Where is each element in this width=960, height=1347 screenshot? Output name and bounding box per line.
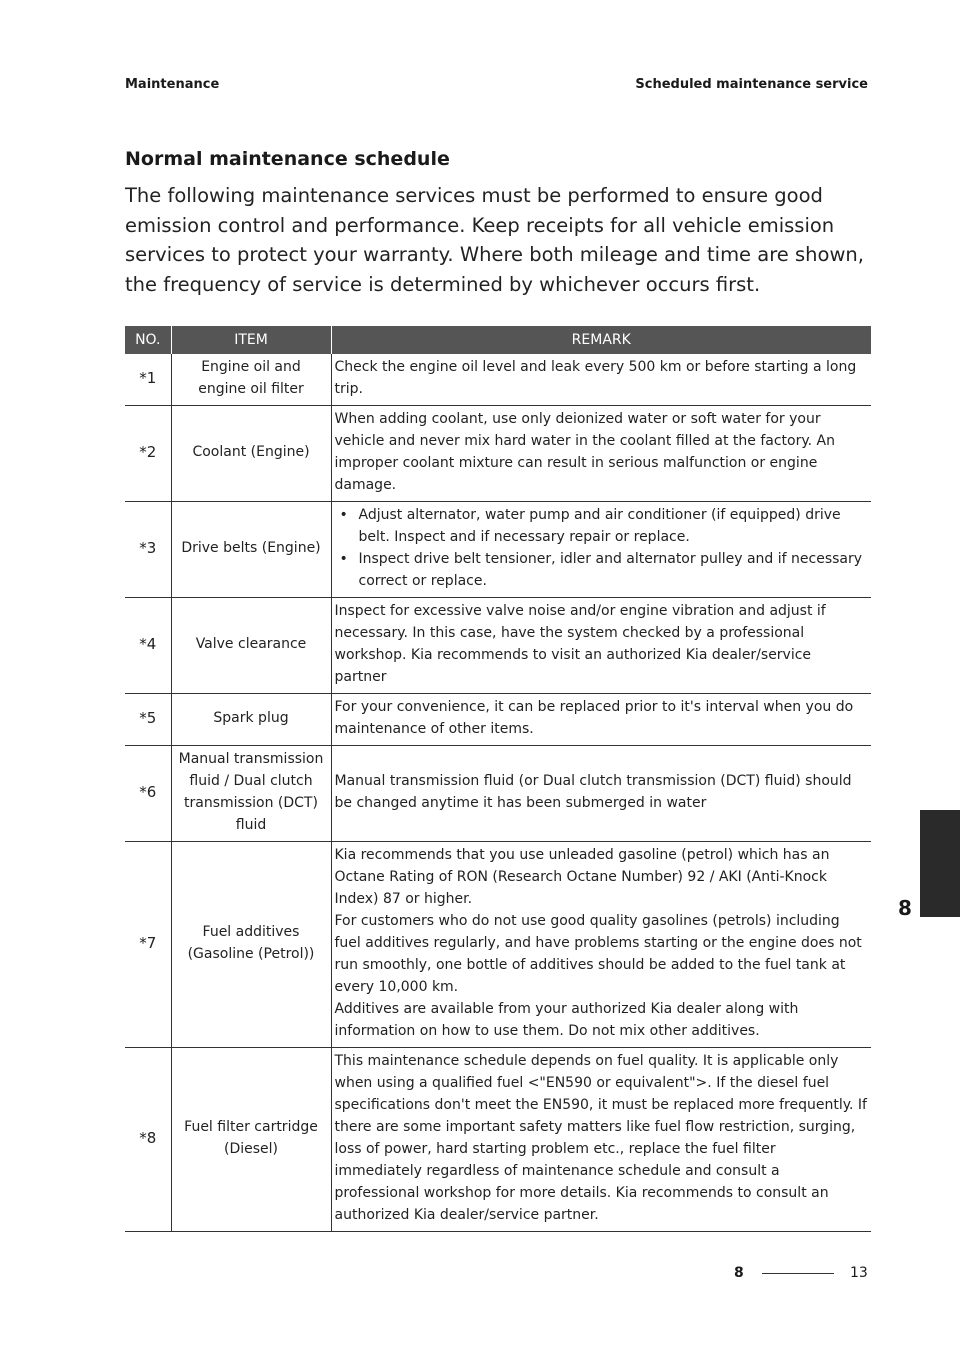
row-number: *7	[125, 842, 171, 1048]
row-item: Manual transmission fluid / Dual clutch transmission (DCT) fluid	[171, 746, 331, 842]
chapter-side-number: 8	[898, 896, 912, 920]
row-number: *1	[125, 354, 171, 406]
row-remark: When adding coolant, use only deionized water or soft water for your vehicle and never mix hard water in the coolant filled at the factory. An improper coolant mixture can result in serious malfunction or engine damage.	[331, 406, 871, 502]
column-header-no: NO.	[125, 326, 171, 354]
row-item: Drive belts (Engine)	[171, 502, 331, 598]
row-remark: Check the engine oil level and leak every 500 km or before starting a long trip.	[331, 354, 871, 406]
row-number: *2	[125, 406, 171, 502]
row-remark: This maintenance schedule depends on fuel quality. It is applicable only when using a qualified fuel <"EN590 or equivalent">. If the diesel fuel specifications don't meet the EN590, it must be replaced more frequently. If there are some important safety matters like fuel flow restriction, surging, loss of power, hard starting problem etc., replace the fuel filter immediately regardless of maintenance schedule and consult a professional workshop for more details. Kia recommends to consult an authorized Kia dealer/service partner.	[331, 1048, 871, 1232]
row-remark: Inspect for excessive valve noise and/or engine vibration and adjust if necessary. In this case, have the system checked by a professional workshop. Kia recommends to visit an authorized Kia dealer/service partner	[331, 598, 871, 694]
remark-bullet: • Inspect drive belt tensioner, idler and alternator pulley and if necessary correct or replace.	[335, 548, 868, 592]
remark-bullet-list	[335, 504, 868, 592]
row-item: Engine oil and engine oil filter	[171, 354, 331, 406]
row-remark	[331, 502, 871, 598]
table-row	[125, 598, 871, 694]
maintenance-table	[125, 326, 871, 1232]
intro-paragraph: The following maintenance services must be performed to ensure good emission control and performance. Keep receipts for all vehicle emission services to protect your warranty. Where both mileage and time are shown, the frequency of service is determined by whichever occurs first.	[125, 184, 864, 296]
remark-paragraph: Additives are available from your authorized Kia dealer along with information on how to use them. Do not mix other additives.	[334, 1001, 799, 1039]
row-number: *8	[125, 1048, 171, 1232]
row-item: Fuel filter cartridge (Diesel)	[171, 1048, 331, 1232]
footer-section-number: 8	[734, 1265, 744, 1281]
column-header-remark: REMARK	[331, 326, 871, 354]
row-item: Spark plug	[171, 694, 331, 746]
row-remark	[331, 842, 871, 1048]
footer-page-number: 13	[850, 1265, 868, 1281]
table-row	[125, 694, 871, 746]
table-row	[125, 354, 871, 406]
row-number: *4	[125, 598, 171, 694]
table-header-row	[125, 326, 871, 354]
table-row	[125, 1048, 871, 1232]
row-remark: For your convenience, it can be replaced prior to it's interval when you do maintenance of other items.	[331, 694, 871, 746]
table-row	[125, 502, 871, 598]
row-remark: Manual transmission fluid (or Dual clutch transmission (DCT) fluid) should be changed anytime it has been submerged in water	[331, 746, 871, 842]
row-item: Valve clearance	[171, 598, 331, 694]
remark-paragraph: Kia recommends that you use unleaded gasoline (petrol) which has an Octane Rating of RON (Research Octane Number) 92 / AKI (Anti-Knock Index) 87 or higher.	[334, 847, 830, 907]
header-chapter-title: Scheduled maintenance service	[635, 77, 868, 92]
table-row	[125, 406, 871, 502]
page-title: Normal maintenance schedule	[125, 148, 450, 170]
row-item: Fuel additives (Gasoline (Petrol))	[171, 842, 331, 1048]
row-item: Coolant (Engine)	[171, 406, 331, 502]
chapter-side-tab	[920, 810, 960, 917]
remark-paragraph: For customers who do not use good quality gasolines (petrols) including fuel additives regularly, and have problems starting or the engine does not run smoothly, one bottle of additives should be added to the fuel tank at every 10,000 km.	[334, 913, 862, 995]
remark-bullet: • Adjust alternator, water pump and air conditioner (if equipped) drive belt. Inspect and if necessary repair or replace.	[335, 504, 868, 548]
row-number: *3	[125, 502, 171, 598]
row-number: *5	[125, 694, 171, 746]
footer-divider	[762, 1273, 834, 1274]
row-number: *6	[125, 746, 171, 842]
table-row	[125, 842, 871, 1048]
column-header-item: ITEM	[171, 326, 331, 354]
table-row	[125, 746, 871, 842]
header-section-title: Maintenance	[125, 77, 220, 92]
